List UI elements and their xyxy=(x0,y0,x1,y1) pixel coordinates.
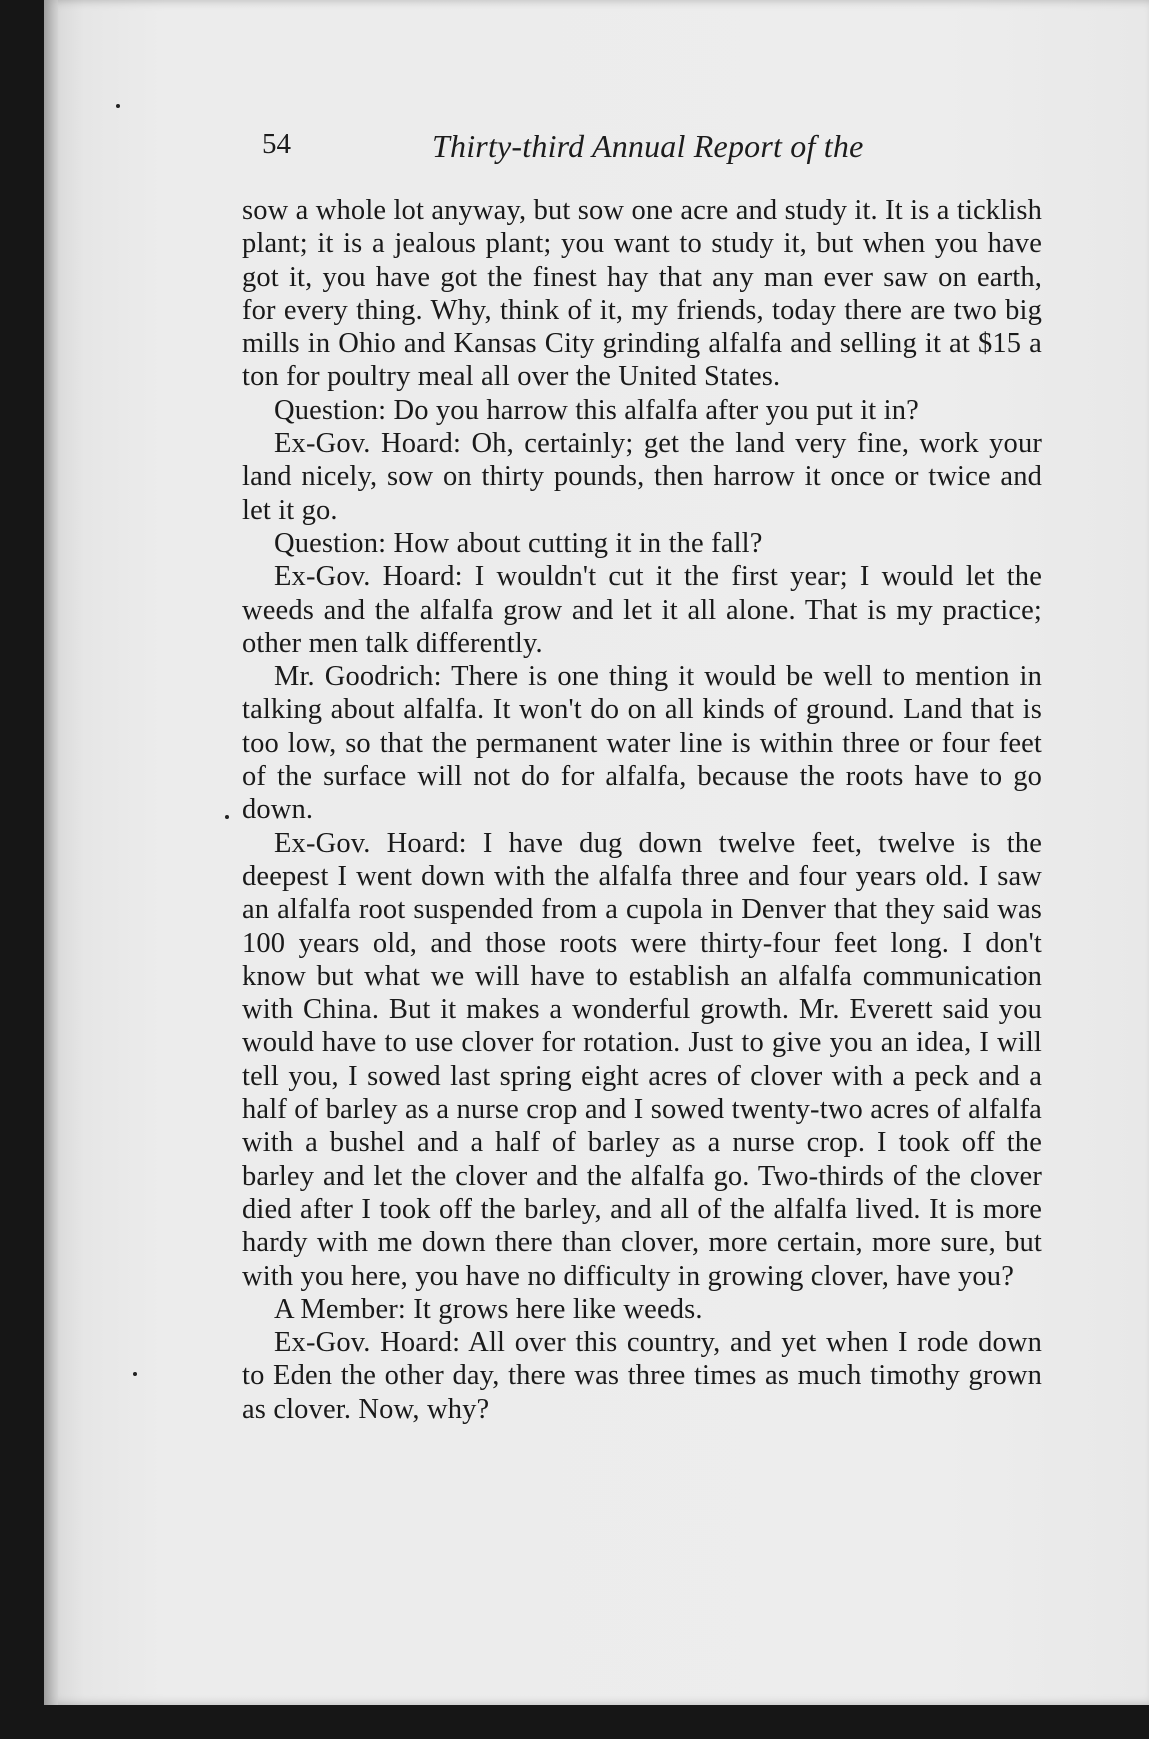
speaker-label: Ex-Gov. Hoard: xyxy=(274,428,462,460)
ink-speck xyxy=(225,815,229,819)
page-number: 54 xyxy=(262,128,291,160)
paragraph-text: Do you harrow this alfalfa after you put it in? xyxy=(393,394,919,426)
paragraph-text: I wouldn't cut it the first year; I would let the weeds and the alfalfa grow and let it all alone. That is my practice; other men talk differently. xyxy=(242,561,1043,659)
paragraph-text: Oh, certainly; get the land very fine, work your land nicely, sow on thirty pounds, then harrow it once or twice and let it go. xyxy=(242,428,1042,526)
paragraph xyxy=(242,1326,1042,1426)
paragraph-text: All over this country, and yet when I rode down to Eden the other day, there was three times as much timothy grown as clover. Now, why? xyxy=(242,1327,1043,1425)
paragraph xyxy=(242,560,1042,660)
paragraph xyxy=(242,394,1042,427)
paragraph-text: I have dug down twelve feet, twelve is the deepest I went down with the alfalfa three and four years old. I saw an alfalfa root suspended from a cupola in Denver that they said was 100 years old, and those roots were thirty-four feet long. I don't know but what we will have to establish an alfalfa communication with China. But it makes a wonderful growth. Mr. Everett said you would have to use clover for rotation. Just to give you an idea, I will tell you, I sowed last spring eight acres of clover with a peck and a half of barley as a nurse crop and I sowed twenty-two acres of alfalfa with a bushel and a half of barley as a nurse crop. I took off the barley and let the clover and the alfalfa go. Two-thirds of the clover died after I took off the barley, and all of the alfalfa lived. It is more hardy with me down there than clover, more certain, more sure, but with you here, you have no difficulty in growing clover, have you? xyxy=(242,827,1042,1292)
paragraph-text: It grows here like weeds. xyxy=(413,1293,703,1325)
ink-speck xyxy=(133,1372,137,1376)
running-title: Thirty-third Annual Report of the xyxy=(432,128,864,164)
ink-speck xyxy=(116,104,120,108)
paragraph xyxy=(242,1293,1042,1326)
speaker-label: Ex-Gov. Hoard: xyxy=(274,1327,461,1359)
speaker-label: Ex-Gov. Hoard: xyxy=(274,827,467,859)
paragraph-text: sow a whole lot anyway, but sow one acre and study it. It is a ticklish plant; it is a jealous plant; you want to study it, but when you have got it, you have got the finest hay that any man ever saw on earth, for every thing. Why, think of it, my friends, today there are two big mills in Ohio and Kansas City grinding alfalfa and selling it at $15 a ton for poultry meal all over the United States. xyxy=(242,195,1042,393)
paragraph xyxy=(242,827,1042,1293)
paragraph xyxy=(242,660,1042,826)
paragraph xyxy=(242,427,1042,527)
body-text xyxy=(242,194,1042,1426)
paragraph-text: There is one thing it would be well to mention in talking about alfalfa. It won't do on all kinds of ground. Land that is too low, so that the permanent water line is within three or four feet of the surface will not do for alfalfa, because the roots have to go down. xyxy=(242,661,1042,826)
speaker-label: Question: xyxy=(274,527,387,559)
page-header xyxy=(262,128,902,178)
speaker-label: Question: xyxy=(274,394,387,426)
paragraph-text: How about cutting it in the fall? xyxy=(393,527,763,559)
page-gutter-shadow xyxy=(44,0,58,1705)
speaker-label: Mr. Goodrich: xyxy=(274,661,442,693)
speaker-label: A Member: xyxy=(274,1293,406,1325)
speaker-label: Ex-Gov. Hoard: xyxy=(274,561,463,593)
paragraph xyxy=(242,194,1042,394)
paragraph xyxy=(242,527,1042,560)
